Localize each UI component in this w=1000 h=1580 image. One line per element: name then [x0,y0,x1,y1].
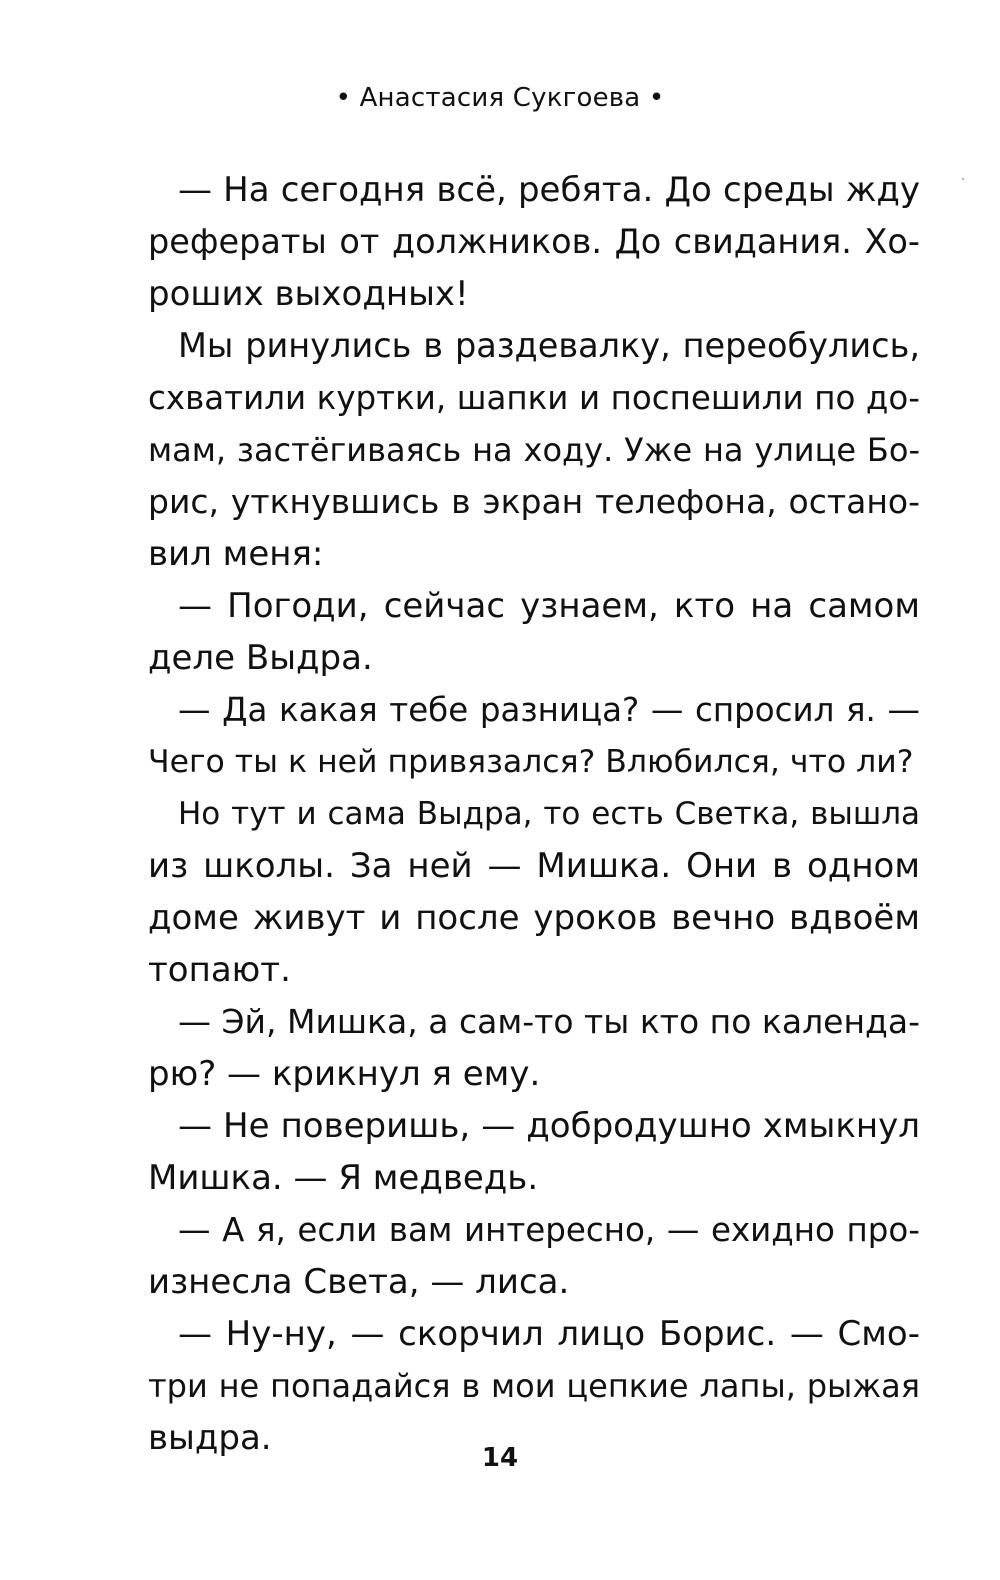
running-head: • Анастасия Сукгоева • [335,83,665,113]
text-line: топают. [148,950,291,990]
body-text [148,164,920,1464]
text-line: рефераты от должников. До свидания. Хо- [148,222,920,261]
text-line: — Да какая тебе разница? — спросил я. — [178,691,920,729]
text-line: — Не поверишь, — добродушно хмыкнул [178,1106,920,1146]
text-line: выдра. [148,1418,272,1458]
text-line: изнесла Света, — лиса. [148,1262,570,1302]
text-line: рис, уткнувшись в экран телефона, остано- [148,482,920,521]
text-line: три не попадайся в мои цепкие лапы, рыжая [148,1367,920,1405]
text-line: — Погоди, сейчас узнаем, кто на самом [178,586,920,626]
text-line: вил меня: [148,534,324,574]
text-line: мам, застёгиваясь на ходу. Уже на улице Бо- [148,431,920,469]
text-line: рю? — крикнул я ему. [148,1054,541,1094]
text-line: Мишка. — Я медведь. [148,1158,539,1198]
text-line: — На сегодня всё, ребята. До среды жду [178,170,920,210]
text-line: — Ну-ну, — скорчил лицо Борис. — Смо- [178,1314,920,1354]
page-number: 14 [481,1443,519,1473]
print-speck [962,178,964,180]
text-line: схватили куртки, шапки и поспешили по до- [148,379,920,417]
text-line: деле Выдра. [148,638,373,678]
text-line: роших выходных! [148,274,469,314]
text-line: Но тут и сама Выдра, то есть Светка, вышла [178,796,920,832]
text-line: доме живут и после уроков вечно вдвоём [148,898,920,938]
text-line: из школы. За ней — Мишка. Они в одном [148,846,920,886]
text-line: — А я, если вам интересно, — ехидно про- [178,1211,920,1249]
text-line: Мы ринулись в раздевалку, переобулись, [178,326,920,365]
text-line: Чего ты к ней привязался? Влюбился, что ли? [148,744,914,780]
text-line: — Эй, Мишка, а сам-то ты кто по календа- [178,1002,920,1041]
